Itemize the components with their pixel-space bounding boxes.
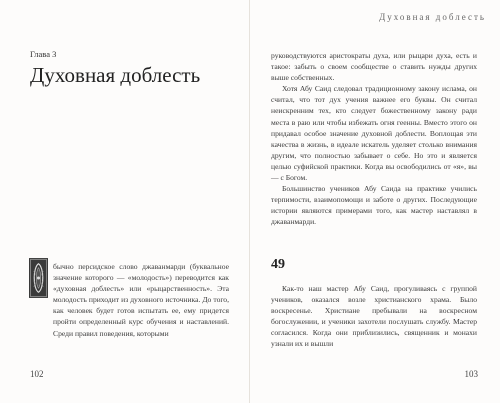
- ornamental-dropcap-o-icon: [29, 258, 48, 298]
- dropcap-lines: [53, 261, 229, 339]
- paragraph: Хотя Абу Саид следовал традиционному закону ислама, он считал, что тот дух учения важнее его буквы. Он считал неискренним тех, кто следует божественному закону ради места в раю или чтобы избежать огня геенны. Вместо этого он придавал особое значение духовной доблести. Воплощая эти качества в жизнь, в идеале искатель уделяет столько внимания другим, что полностью забывает о себе. Но это и является целью суфийской практики. Когда вы освободились от «я», вы — с Богом.: [271, 84, 477, 183]
- section-number: 49: [271, 257, 285, 272]
- running-head: Духовная доблесть: [379, 12, 486, 22]
- page-number-left: 102: [30, 369, 44, 379]
- right-text-block: [271, 50, 477, 228]
- paragraph: руководствуются аристократы духа, или рыцари духа, есть и такое: забыть о своем сообществе о ставить нужды других выше собственных.: [271, 51, 477, 83]
- page-number-right: 103: [464, 369, 478, 379]
- chapter-title: Духовная доблесть: [30, 63, 201, 87]
- paragraph: Как-то наш мастер Абу Саид, прогуливаясь с группой учеников, оказался возле христианского храма. Было воскресенье. Христиане пребывали на воскресном богослужении, и ученики захотели послушать службу. Мастер согласился. Когда они приблизились, священник и монахи узнали их и вышли: [271, 284, 477, 349]
- chapter-label: Глава 3: [30, 49, 57, 59]
- left-page-text: бычно персидское слово джаванмарди (буквальное значение которого — «молодость») переводится как «духовная доблесть» или «рыцарственность». Эта молодость приходит из духовного источника. До того, как человек будет готов испытать ее, ему придется пройти определенный курс обучения и наставлений. Среди правил поведения, которыми: [53, 262, 229, 338]
- right-text-block-2: [271, 283, 477, 350]
- paragraph: Большинство учеников Абу Саида на практике учились терпимости, взаимопомощи и заботе о других. Последующие истории являются примерами того, как мастер наставлял в джаванмарди.: [271, 184, 477, 227]
